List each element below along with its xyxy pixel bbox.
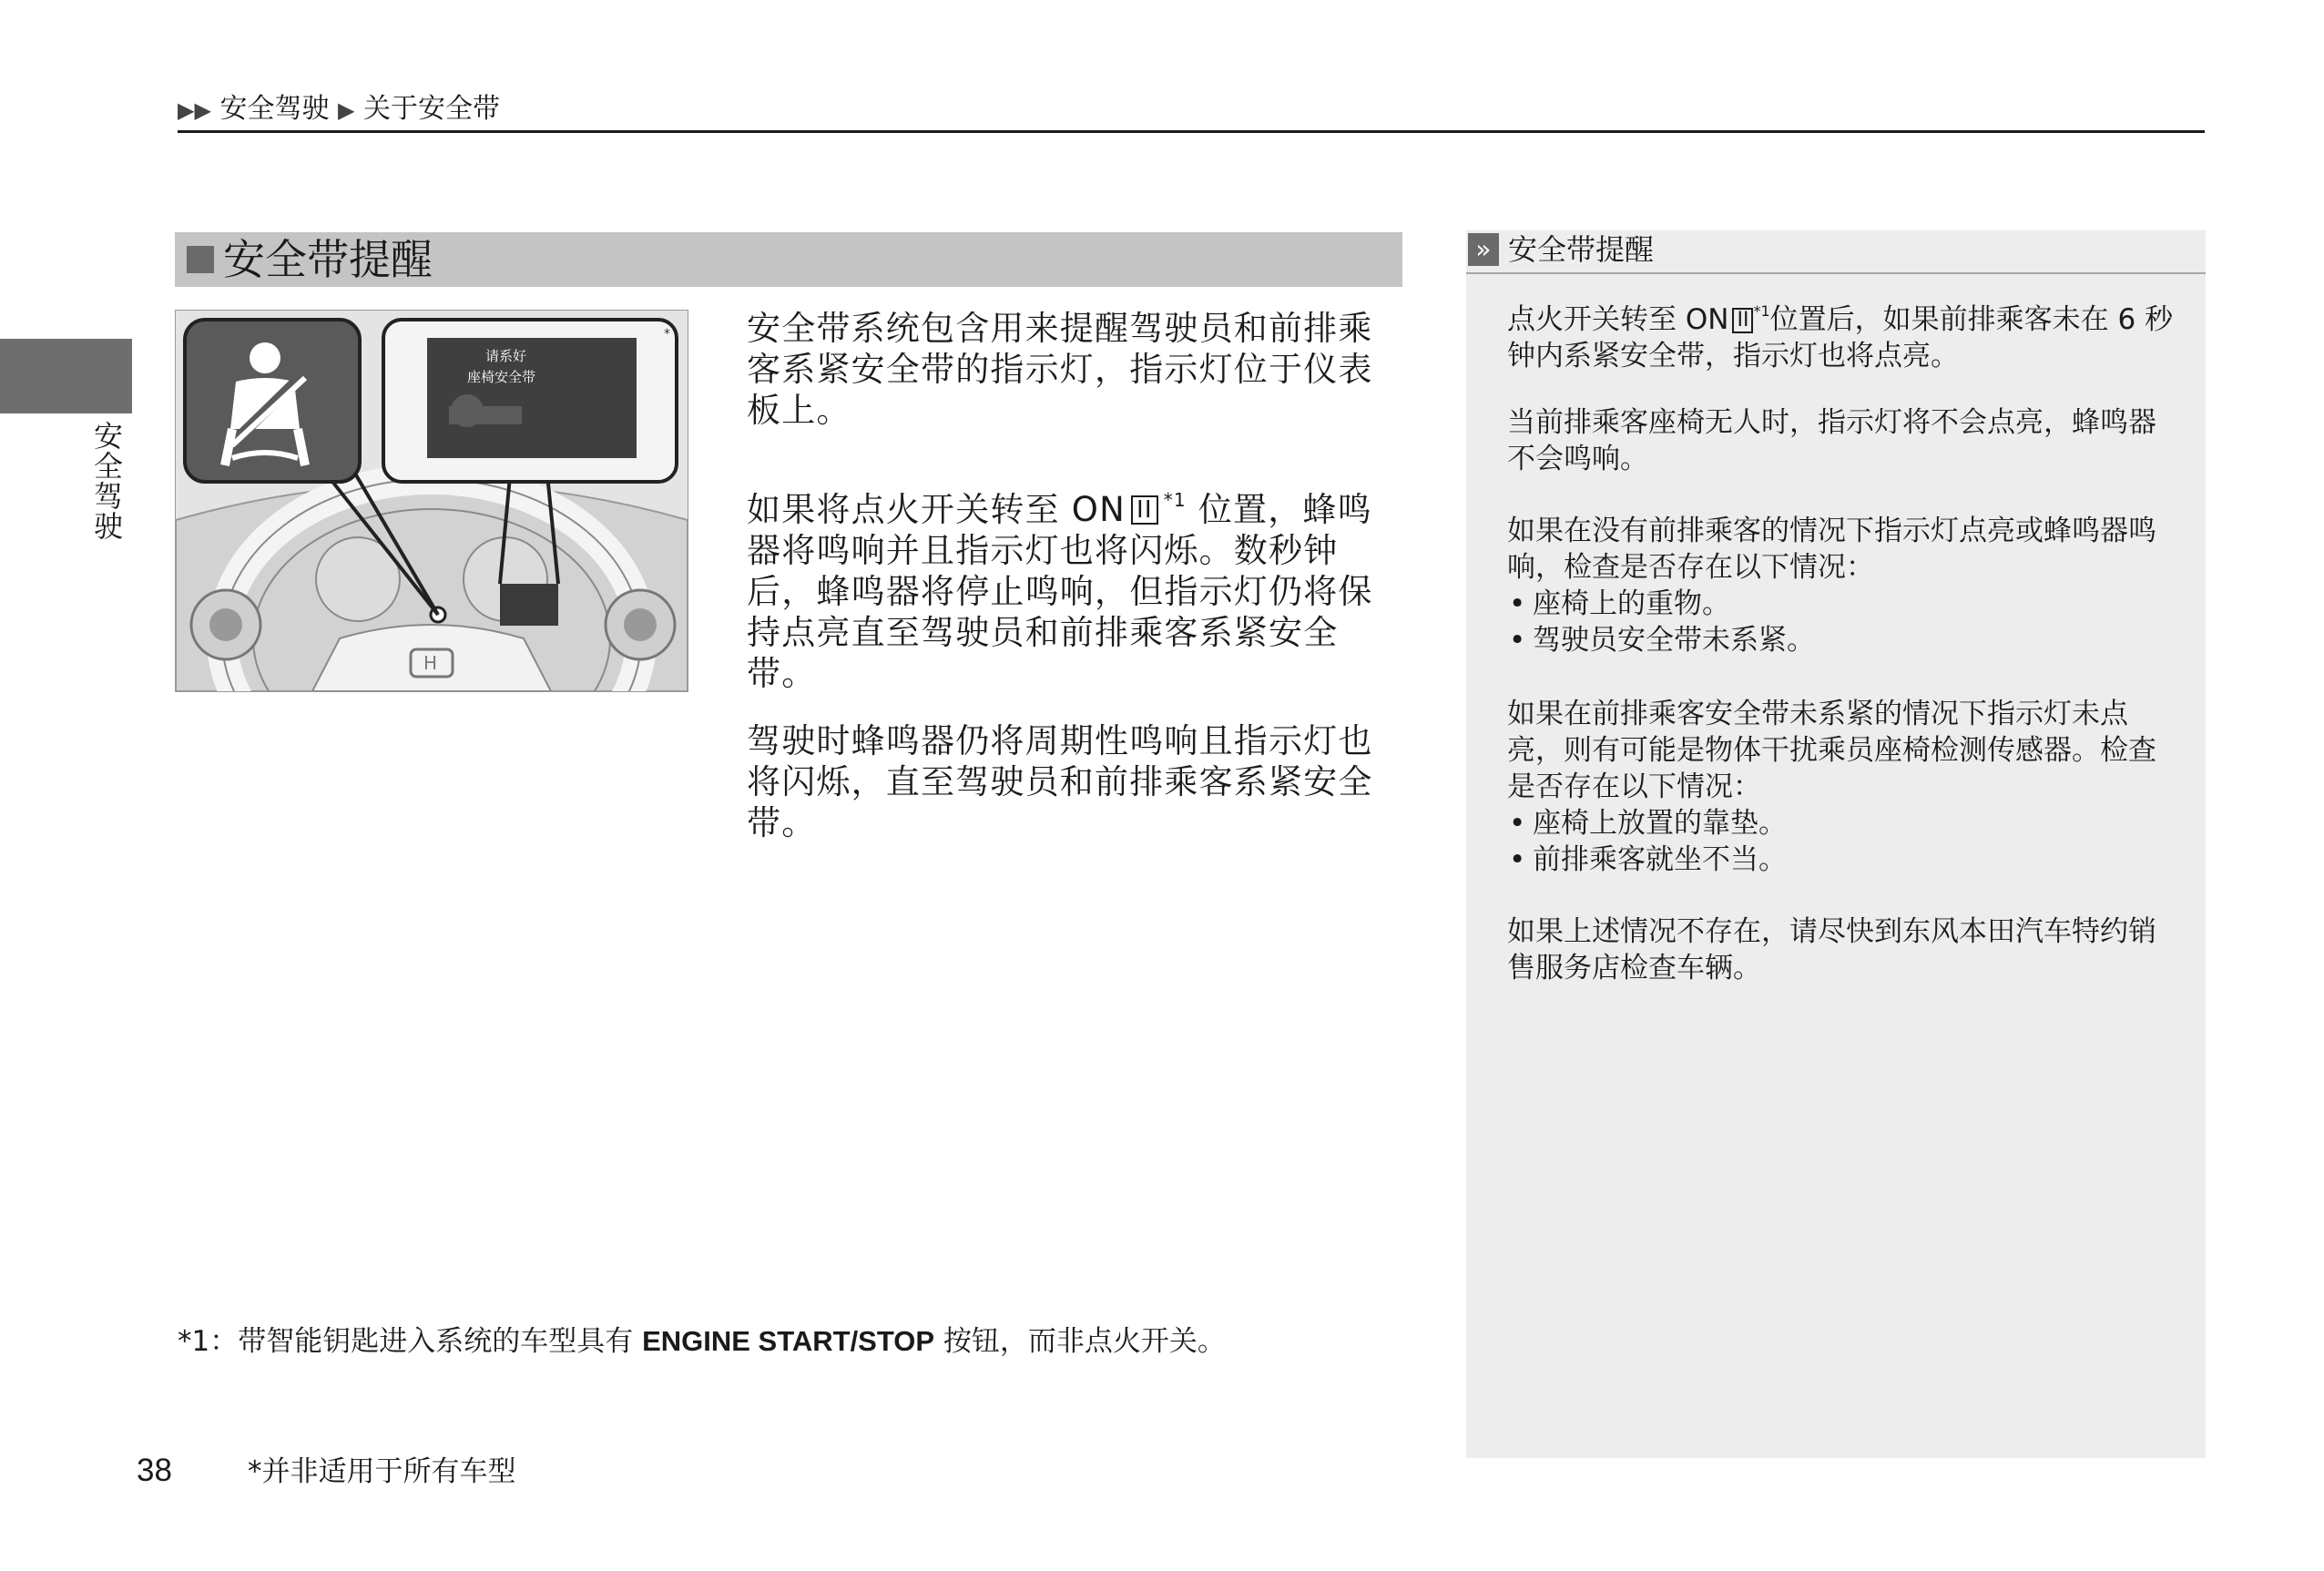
sidebar-paragraph-3 [1507, 513, 2181, 658]
body-paragraph-2 [747, 480, 1393, 694]
sidebar-list-1 [1507, 586, 2181, 658]
list-item: • 驾驶员安全带未系紧。 [1507, 622, 2181, 658]
ignition-position-icon: II [1131, 495, 1158, 525]
footnote-bold-term: ENGINE START/STOP [642, 1325, 935, 1357]
footnote [178, 1322, 1226, 1361]
page-number: 38 [137, 1453, 172, 1488]
side-tab-label: 安全驾驶 [89, 421, 124, 541]
body-paragraph-2-rest: 位置，蜂鸣器将鸣响并且指示灯也将闪烁。数秒钟后，蜂鸣器将停止鸣响，但指示灯仍将保持点亮直至驾驶员和前排乘客系紧安全带。 [747, 490, 1373, 693]
section-title-square-icon [187, 246, 214, 273]
mid-screen-line1: 请系好 [485, 348, 527, 364]
sidebar-footnote-ref: *1 [1753, 302, 1770, 320]
sidebar-title: 安全带提醒 [1508, 232, 1655, 267]
footer-note: *并非适用于所有车型 [248, 1455, 516, 1488]
sidebar-paragraph-3-text: 如果在没有前排乘客的情况下指示灯点亮或蜂鸣器鸣响，检查是否存在以下情况： [1507, 515, 2156, 584]
header-rule [178, 130, 2205, 133]
illustration-asterisk: * [664, 327, 670, 342]
sidebar-paragraph-1-lead: 点火开关转至 ON [1507, 303, 1729, 336]
footnote-prefix: *1：带智能钥匙进入系统的车型具有 [178, 1325, 643, 1358]
breadcrumb-item-seat-belts[interactable]: 关于安全带 [363, 93, 501, 125]
sidebar-paragraph-2: 当前排乘客座椅无人时，指示灯将不会点亮，蜂鸣器不会鸣响。 [1507, 406, 2156, 475]
sidebar-paragraph-1 [1507, 293, 2181, 374]
footnote-suffix: 按钮，而非点火开关。 [934, 1325, 1226, 1358]
body-paragraph-3: 驾驶时蜂鸣器仍将周期性鸣响且指示灯也将闪烁，直至驾驶员和前排乘客系紧安全带。 [747, 721, 1373, 842]
breadcrumb-arrow-icon: ▶ [338, 97, 355, 123]
list-item: • 座椅上的重物。 [1507, 586, 2181, 622]
svg-text:H: H [423, 652, 438, 674]
sidebar-ignition-position-icon: II [1732, 308, 1753, 333]
sidebar-paragraph-4-text: 如果在前排乘客安全带未系紧的情况下指示灯未点亮，则有可能是物体干扰乘员座椅检测传感器。检查是否存在以下情况： [1507, 698, 2156, 803]
breadcrumb-item-safe-driving[interactable]: 安全驾驶 [219, 93, 330, 125]
breadcrumb [178, 91, 500, 128]
mid-screen-line2: 座椅安全带 [467, 369, 536, 385]
list-item: • 座椅上放置的靠垫。 [1507, 805, 2181, 842]
sidebar-double-chevron-icon: » [1468, 233, 1499, 266]
sidebar-paragraph-1-rest: 位置后，如果前排乘客未在 6 秒钟内系紧安全带，指示灯也将点亮。 [1507, 303, 2174, 372]
side-tab-marker [0, 339, 132, 413]
body-paragraph-2-lead: 如果将点火开关转至 ON [747, 490, 1126, 529]
breadcrumb-double-arrow-icon: ▶▶ [178, 97, 211, 123]
body-paragraph-1: 安全带系统包含用来提醒驾驶员和前排乘客系紧安全带的指示灯，指示灯位于仪表板上。 [747, 309, 1373, 430]
sidebar-list-2 [1507, 805, 2181, 878]
sidebar-paragraph-5: 如果上述情况不存在，请尽快到东风本田汽车特约销售服务店检查车辆。 [1507, 915, 2156, 984]
section-title: 安全带提醒 [223, 235, 433, 284]
sidebar-paragraph-4 [1507, 696, 2181, 878]
footnote-ref: *1 [1163, 489, 1187, 511]
list-item: • 前排乘客就坐不当。 [1507, 842, 2181, 878]
dashboard-illustration [175, 310, 688, 692]
